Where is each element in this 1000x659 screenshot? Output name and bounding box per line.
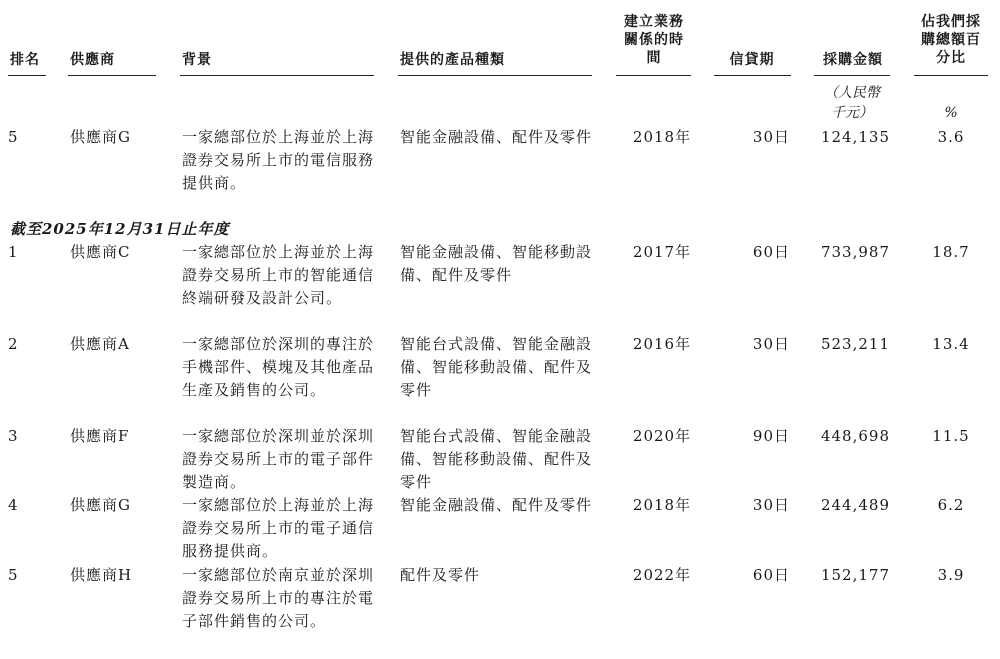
row-3-background: 一家總部位於深圳並於深圳證券交易所上市的電子部件製造商。	[182, 427, 375, 491]
row-5-since: 2022年	[632, 566, 692, 584]
header-background: 背景	[182, 52, 212, 68]
row-prev-products: 智能金融設備、配件及零件	[400, 128, 593, 146]
header-rule-since	[616, 75, 691, 76]
row-5-supplier: 供應商H	[70, 566, 133, 584]
row-1-amount: 733,987	[820, 243, 890, 261]
section-title: 截至2025年12月31日止年度	[10, 220, 230, 238]
row-3-amount: 448,698	[820, 427, 890, 445]
row-2-since: 2016年	[632, 335, 692, 353]
row-1-supplier: 供應商C	[70, 243, 131, 261]
row-1-rank: 1	[8, 243, 19, 261]
row-1-since: 2017年	[632, 243, 692, 261]
row-2-amount: 523,211	[820, 335, 890, 353]
header-rule-pct	[914, 75, 988, 76]
header-pct: 佔我們採購總額百分比	[921, 14, 981, 66]
row-3-pct: 11.5	[932, 427, 970, 445]
row-prev-background: 一家總部位於上海並於上海證券交易所上市的電信服務提供商。	[182, 128, 375, 192]
row-5-credit: 60日	[752, 566, 790, 584]
row-2-rank: 2	[8, 335, 19, 353]
row-prev-supplier: 供應商G	[70, 128, 131, 146]
row-1-credit: 60日	[752, 243, 790, 261]
row-4-pct: 6.2	[937, 496, 965, 514]
header-rule-products	[398, 75, 592, 76]
row-4-products: 智能金融設備、配件及零件	[400, 496, 593, 514]
row-4-rank: 4	[8, 496, 19, 514]
row-3-products: 智能台式設備、智能金融設備、智能移動設備、配件及零件	[400, 427, 593, 491]
header-rule-supplier	[68, 75, 156, 76]
row-3-since: 2020年	[632, 427, 692, 445]
unit-pct: %	[944, 105, 958, 121]
row-2-background: 一家總部位於深圳的專注於手機部件、模塊及其他產品生產及銷售的公司。	[182, 335, 375, 399]
row-prev-pct: 3.6	[937, 128, 965, 146]
row-5-products: 配件及零件	[400, 566, 481, 584]
row-3-rank: 3	[8, 427, 19, 445]
row-2-products: 智能台式設備、智能金融設備、智能移動設備、配件及零件	[400, 335, 593, 399]
unit-amount: （人民幣千元）	[824, 85, 880, 121]
row-4-since: 2018年	[632, 496, 692, 514]
header-rank: 排名	[10, 52, 40, 68]
header-amount: 採購金額	[823, 52, 883, 68]
row-4-credit: 30日	[752, 496, 790, 514]
header-rule-amount	[814, 75, 890, 76]
row-2-supplier: 供應商A	[70, 335, 130, 353]
row-1-background: 一家總部位於上海並於上海證券交易所上市的智能通信終端研發及設計公司。	[182, 243, 375, 307]
header-supplier: 供應商	[70, 52, 115, 68]
row-4-amount: 244,489	[820, 496, 890, 514]
row-1-pct: 18.7	[932, 243, 970, 261]
row-prev-since: 2018年	[632, 128, 692, 146]
header-since: 建立業務關係的時間	[624, 14, 684, 66]
header-rule-background	[180, 75, 374, 76]
header-products: 提供的產品種類	[400, 52, 505, 68]
row-prev-amount: 124,135	[820, 128, 890, 146]
header-rule-credit	[714, 75, 791, 76]
row-1-products: 智能金融設備、智能移動設備、配件及零件	[400, 243, 593, 284]
row-5-pct: 3.9	[937, 566, 965, 584]
row-2-pct: 13.4	[932, 335, 970, 353]
row-prev-rank: 5	[8, 128, 19, 146]
row-3-credit: 90日	[752, 427, 790, 445]
header-rule-rank	[8, 75, 46, 76]
row-4-background: 一家總部位於上海並於上海證券交易所上市的電子通信服務提供商。	[182, 496, 375, 560]
row-4-supplier: 供應商G	[70, 496, 131, 514]
row-5-amount: 152,177	[820, 566, 890, 584]
row-5-rank: 5	[8, 566, 19, 584]
row-2-credit: 30日	[752, 335, 790, 353]
row-3-supplier: 供應商F	[70, 427, 130, 445]
row-prev-credit: 30日	[752, 128, 790, 146]
row-5-background: 一家總部位於南京並於深圳證券交易所上市的專注於電子部件銷售的公司。	[182, 566, 375, 630]
header-credit: 信貸期	[729, 52, 775, 68]
